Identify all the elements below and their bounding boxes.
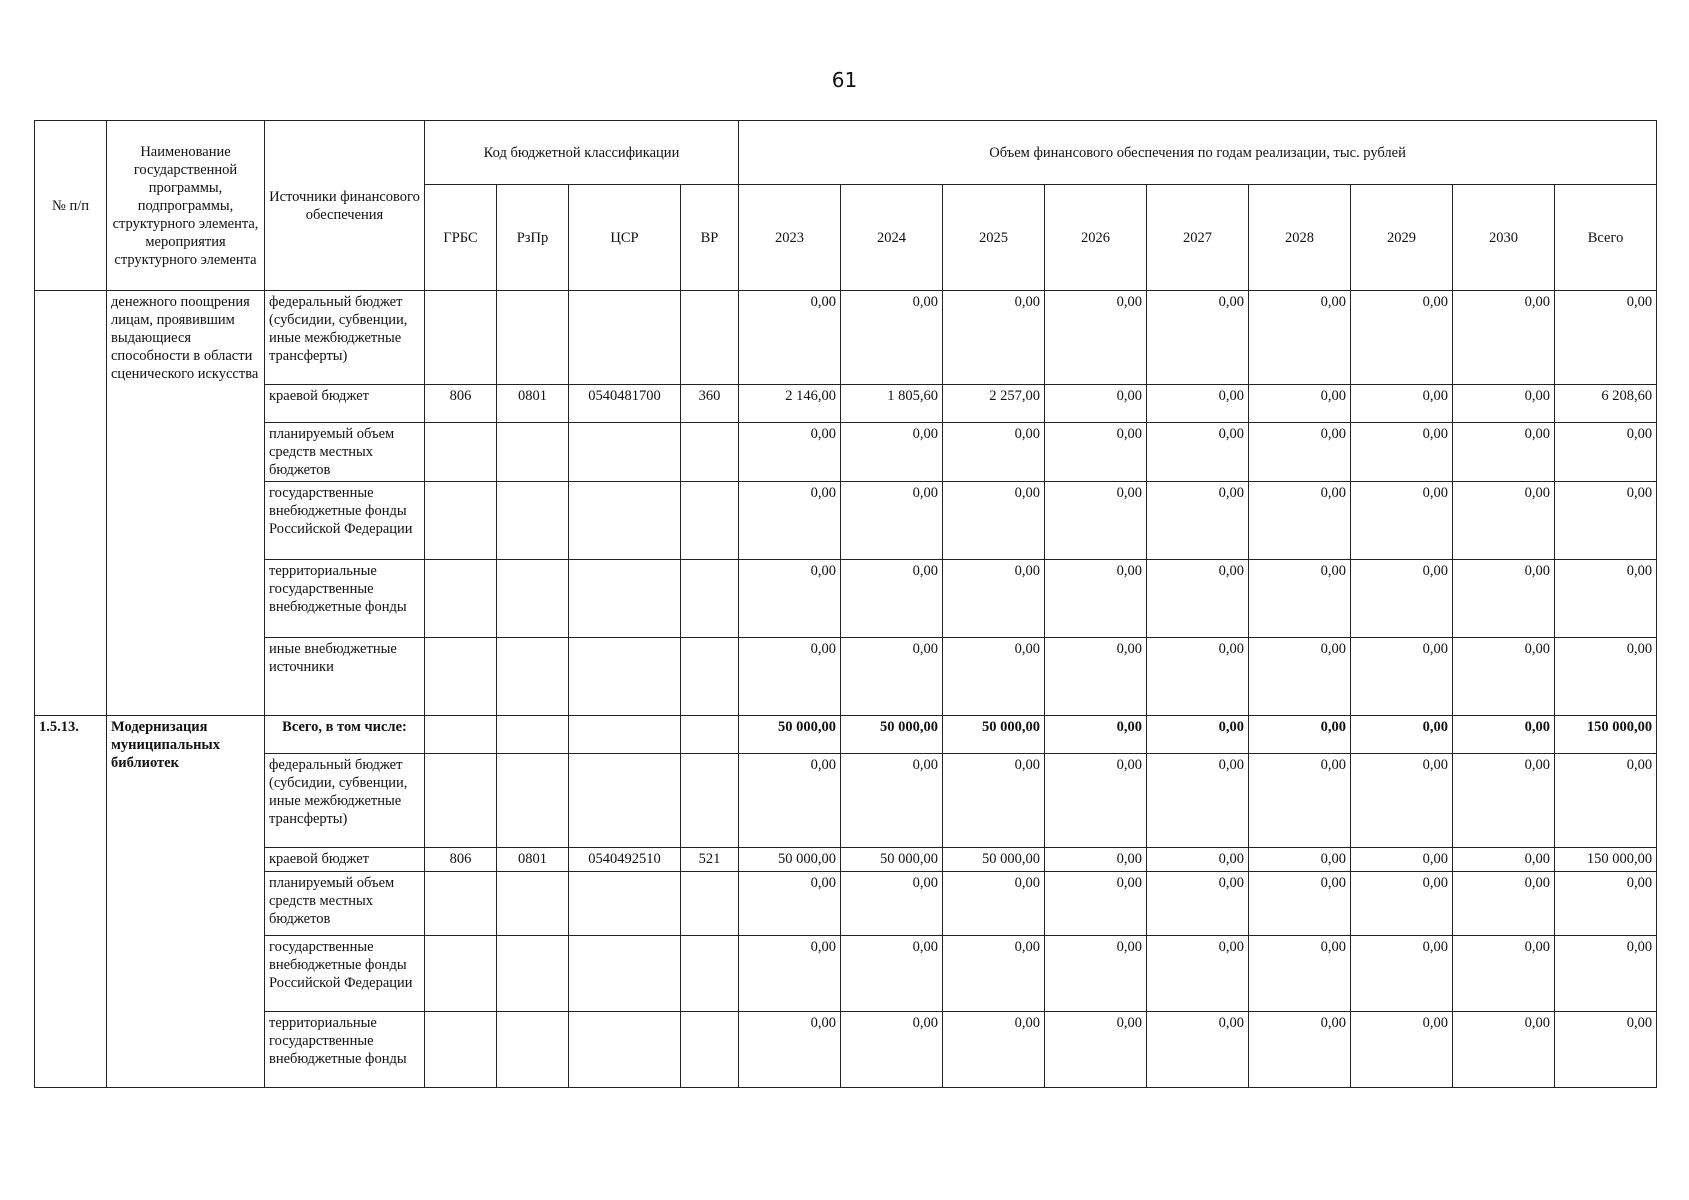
cell-2027: 0,00 <box>1147 754 1249 848</box>
header-csr: ЦСР <box>569 185 681 291</box>
cell-2030: 0,00 <box>1453 482 1555 560</box>
cell-2023: 50 000,00 <box>739 848 841 872</box>
header-kbk: Код бюджетной классификации <box>425 121 739 185</box>
cell-2027: 0,00 <box>1147 291 1249 385</box>
row-csr <box>569 872 681 936</box>
header-year-2030: 2030 <box>1453 185 1555 291</box>
table-row <box>35 482 1657 560</box>
cell-2029: 0,00 <box>1351 754 1453 848</box>
cell-2026: 0,00 <box>1045 482 1147 560</box>
table-row <box>35 560 1657 638</box>
cell-2027: 0,00 <box>1147 936 1249 1012</box>
row-source: краевой бюджет <box>265 385 425 423</box>
cell-total: 6 208,60 <box>1555 385 1657 423</box>
cell-2028: 0,00 <box>1249 872 1351 936</box>
row-csr: 0540481700 <box>569 385 681 423</box>
table-row <box>35 1012 1657 1088</box>
row-source: государственные внебюджетные фонды Российской Федерации <box>265 482 425 560</box>
cell-2028: 0,00 <box>1249 716 1351 754</box>
row-source: территориальные государственные внебюджетные фонды <box>265 560 425 638</box>
cell-2024: 50 000,00 <box>841 716 943 754</box>
cell-2025: 0,00 <box>943 936 1045 1012</box>
cell-2024: 0,00 <box>841 423 943 482</box>
cell-2029: 0,00 <box>1351 936 1453 1012</box>
header-year-2023: 2023 <box>739 185 841 291</box>
cell-2023: 0,00 <box>739 754 841 848</box>
row-source: федеральный бюджет (субсидии, субвенции, иные межбюджетные трансферты) <box>265 291 425 385</box>
cell-2026: 0,00 <box>1045 423 1147 482</box>
row-grbs <box>425 638 497 716</box>
cell-total: 0,00 <box>1555 754 1657 848</box>
cell-2027: 0,00 <box>1147 1012 1249 1088</box>
row-vr: 360 <box>681 385 739 423</box>
cell-2023: 0,00 <box>739 291 841 385</box>
cell-2029: 0,00 <box>1351 560 1453 638</box>
table-row <box>35 936 1657 1012</box>
row-csr <box>569 754 681 848</box>
table-row <box>35 848 1657 872</box>
header-total: Всего <box>1555 185 1657 291</box>
cell-2028: 0,00 <box>1249 936 1351 1012</box>
cell-2023: 0,00 <box>739 872 841 936</box>
table-row <box>35 423 1657 482</box>
cell-2029: 0,00 <box>1351 872 1453 936</box>
row-csr: 0540492510 <box>569 848 681 872</box>
cell-2026: 0,00 <box>1045 560 1147 638</box>
row-rzpr <box>497 872 569 936</box>
header-year-2029: 2029 <box>1351 185 1453 291</box>
cell-2025: 0,00 <box>943 872 1045 936</box>
cell-2027: 0,00 <box>1147 716 1249 754</box>
row-csr <box>569 560 681 638</box>
row-vr <box>681 936 739 1012</box>
header-source: Источники финансового обеспечения <box>265 121 425 291</box>
row-source: государственные внебюджетные фонды Российской Федерации <box>265 936 425 1012</box>
table-row <box>35 638 1657 716</box>
cell-2027: 0,00 <box>1147 872 1249 936</box>
header-year-2026: 2026 <box>1045 185 1147 291</box>
cell-2030: 0,00 <box>1453 423 1555 482</box>
cell-2028: 0,00 <box>1249 560 1351 638</box>
row-grbs <box>425 754 497 848</box>
table-row <box>35 385 1657 423</box>
cell-2029: 0,00 <box>1351 423 1453 482</box>
cell-2026: 0,00 <box>1045 385 1147 423</box>
cell-total: 0,00 <box>1555 482 1657 560</box>
budget-table <box>34 120 1657 1088</box>
row-grbs <box>425 936 497 1012</box>
row-rzpr: 0801 <box>497 848 569 872</box>
cell-2028: 0,00 <box>1249 423 1351 482</box>
cell-2027: 0,00 <box>1147 560 1249 638</box>
cell-2025: 0,00 <box>943 1012 1045 1088</box>
cell-2023: 0,00 <box>739 638 841 716</box>
cell-2027: 0,00 <box>1147 482 1249 560</box>
header-year-2024: 2024 <box>841 185 943 291</box>
cell-2029: 0,00 <box>1351 638 1453 716</box>
table-row <box>35 291 1657 385</box>
row-grbs <box>425 482 497 560</box>
cell-2024: 0,00 <box>841 638 943 716</box>
page-number: 61 <box>831 68 858 92</box>
row-vr <box>681 1012 739 1088</box>
cell-2028: 0,00 <box>1249 482 1351 560</box>
row-rzpr: 0801 <box>497 385 569 423</box>
cell-2028: 0,00 <box>1249 638 1351 716</box>
cell-2024: 0,00 <box>841 1012 943 1088</box>
cell-total: 0,00 <box>1555 291 1657 385</box>
cell-2030: 0,00 <box>1453 385 1555 423</box>
cell-2029: 0,00 <box>1351 848 1453 872</box>
table-body <box>35 291 1657 1088</box>
cell-total: 0,00 <box>1555 638 1657 716</box>
row-grbs <box>425 1012 497 1088</box>
row-source: территориальные государственные внебюджетные фонды <box>265 1012 425 1088</box>
row-vr <box>681 716 739 754</box>
cell-total: 150 000,00 <box>1555 848 1657 872</box>
header-vr: ВР <box>681 185 739 291</box>
cell-2026: 0,00 <box>1045 291 1147 385</box>
cell-2024: 0,00 <box>841 872 943 936</box>
cell-2027: 0,00 <box>1147 638 1249 716</box>
row-csr <box>569 1012 681 1088</box>
row-vr <box>681 423 739 482</box>
row-source: планируемый объем средств местных бюджетов <box>265 872 425 936</box>
row-grbs <box>425 560 497 638</box>
table-row <box>35 872 1657 936</box>
cell-2027: 0,00 <box>1147 423 1249 482</box>
cell-2025: 2 257,00 <box>943 385 1045 423</box>
cell-2030: 0,00 <box>1453 291 1555 385</box>
cell-2029: 0,00 <box>1351 482 1453 560</box>
cell-2028: 0,00 <box>1249 1012 1351 1088</box>
cell-total: 0,00 <box>1555 423 1657 482</box>
cell-2024: 0,00 <box>841 291 943 385</box>
row-vr: 521 <box>681 848 739 872</box>
cell-2026: 0,00 <box>1045 638 1147 716</box>
cell-2030: 0,00 <box>1453 872 1555 936</box>
header-row-1 <box>35 121 1657 185</box>
cell-2023: 2 146,00 <box>739 385 841 423</box>
row-csr <box>569 638 681 716</box>
cell-2029: 0,00 <box>1351 291 1453 385</box>
row-csr <box>569 936 681 1012</box>
cell-2029: 0,00 <box>1351 385 1453 423</box>
row-vr <box>681 482 739 560</box>
cell-2029: 0,00 <box>1351 1012 1453 1088</box>
cell-total: 0,00 <box>1555 560 1657 638</box>
cell-2024: 0,00 <box>841 936 943 1012</box>
cell-total: 150 000,00 <box>1555 716 1657 754</box>
cell-2026: 0,00 <box>1045 716 1147 754</box>
row-rzpr <box>497 638 569 716</box>
cell-2025: 50 000,00 <box>943 848 1045 872</box>
row-name: денежного поощрения лицам, проявившим выдающиеся способности в области сценического искусства <box>107 291 265 716</box>
row-name: Модернизация муниципальных библиотек <box>107 716 265 1088</box>
row-source: планируемый объем средств местных бюджетов <box>265 423 425 482</box>
cell-total: 0,00 <box>1555 1012 1657 1088</box>
header-name: Наименование государственной программы, подпрограммы, структурного элемента, мероприятия структурного элемента <box>107 121 265 291</box>
cell-2030: 0,00 <box>1453 560 1555 638</box>
cell-2026: 0,00 <box>1045 872 1147 936</box>
cell-2023: 0,00 <box>739 423 841 482</box>
row-rzpr <box>497 1012 569 1088</box>
cell-2029: 0,00 <box>1351 716 1453 754</box>
table-row <box>35 754 1657 848</box>
cell-2023: 0,00 <box>739 1012 841 1088</box>
row-csr <box>569 482 681 560</box>
cell-2025: 0,00 <box>943 754 1045 848</box>
cell-2025: 0,00 <box>943 560 1045 638</box>
cell-2026: 0,00 <box>1045 936 1147 1012</box>
cell-2025: 0,00 <box>943 482 1045 560</box>
row-source: иные внебюджетные источники <box>265 638 425 716</box>
cell-2024: 0,00 <box>841 482 943 560</box>
cell-2030: 0,00 <box>1453 936 1555 1012</box>
row-rzpr <box>497 560 569 638</box>
cell-2030: 0,00 <box>1453 754 1555 848</box>
cell-2030: 0,00 <box>1453 848 1555 872</box>
row-rzpr <box>497 936 569 1012</box>
cell-2030: 0,00 <box>1453 638 1555 716</box>
row-rzpr <box>497 291 569 385</box>
cell-2028: 0,00 <box>1249 848 1351 872</box>
row-rzpr <box>497 716 569 754</box>
cell-2024: 0,00 <box>841 560 943 638</box>
row-source: федеральный бюджет (субсидии, субвенции, иные межбюджетные трансферты) <box>265 754 425 848</box>
cell-2024: 0,00 <box>841 754 943 848</box>
row-rzpr <box>497 482 569 560</box>
row-csr <box>569 716 681 754</box>
cell-2026: 0,00 <box>1045 848 1147 872</box>
row-grbs <box>425 872 497 936</box>
cell-2023: 50 000,00 <box>739 716 841 754</box>
cell-total: 0,00 <box>1555 872 1657 936</box>
row-grbs <box>425 291 497 385</box>
row-grbs: 806 <box>425 848 497 872</box>
row-num: 1.5.13. <box>35 716 107 1088</box>
cell-2025: 0,00 <box>943 423 1045 482</box>
cell-2023: 0,00 <box>739 560 841 638</box>
row-csr <box>569 291 681 385</box>
row-csr <box>569 423 681 482</box>
row-vr <box>681 291 739 385</box>
cell-2026: 0,00 <box>1045 1012 1147 1088</box>
header-num: № п/п <box>35 121 107 291</box>
cell-total: 0,00 <box>1555 936 1657 1012</box>
cell-2028: 0,00 <box>1249 291 1351 385</box>
cell-2027: 0,00 <box>1147 385 1249 423</box>
row-vr <box>681 638 739 716</box>
cell-2030: 0,00 <box>1453 1012 1555 1088</box>
table-row <box>35 716 1657 754</box>
row-grbs <box>425 423 497 482</box>
cell-2027: 0,00 <box>1147 848 1249 872</box>
cell-2024: 50 000,00 <box>841 848 943 872</box>
row-rzpr <box>497 423 569 482</box>
cell-2028: 0,00 <box>1249 385 1351 423</box>
header-year-2027: 2027 <box>1147 185 1249 291</box>
row-rzpr <box>497 754 569 848</box>
header-rzpr: РзПр <box>497 185 569 291</box>
cell-2024: 1 805,60 <box>841 385 943 423</box>
row-vr <box>681 872 739 936</box>
cell-2025: 0,00 <box>943 291 1045 385</box>
header-volume: Объем финансового обеспечения по годам реализации, тыс. рублей <box>739 121 1657 185</box>
header-grbs: ГРБС <box>425 185 497 291</box>
cell-2030: 0,00 <box>1453 716 1555 754</box>
row-vr <box>681 754 739 848</box>
row-grbs <box>425 716 497 754</box>
cell-2025: 0,00 <box>943 638 1045 716</box>
cell-2023: 0,00 <box>739 936 841 1012</box>
row-source: Всего, в том числе: <box>265 716 425 754</box>
header-year-2028: 2028 <box>1249 185 1351 291</box>
row-grbs: 806 <box>425 385 497 423</box>
cell-2026: 0,00 <box>1045 754 1147 848</box>
cell-2028: 0,00 <box>1249 754 1351 848</box>
cell-2025: 50 000,00 <box>943 716 1045 754</box>
row-num <box>35 291 107 716</box>
row-source: краевой бюджет <box>265 848 425 872</box>
row-vr <box>681 560 739 638</box>
header-year-2025: 2025 <box>943 185 1045 291</box>
cell-2023: 0,00 <box>739 482 841 560</box>
